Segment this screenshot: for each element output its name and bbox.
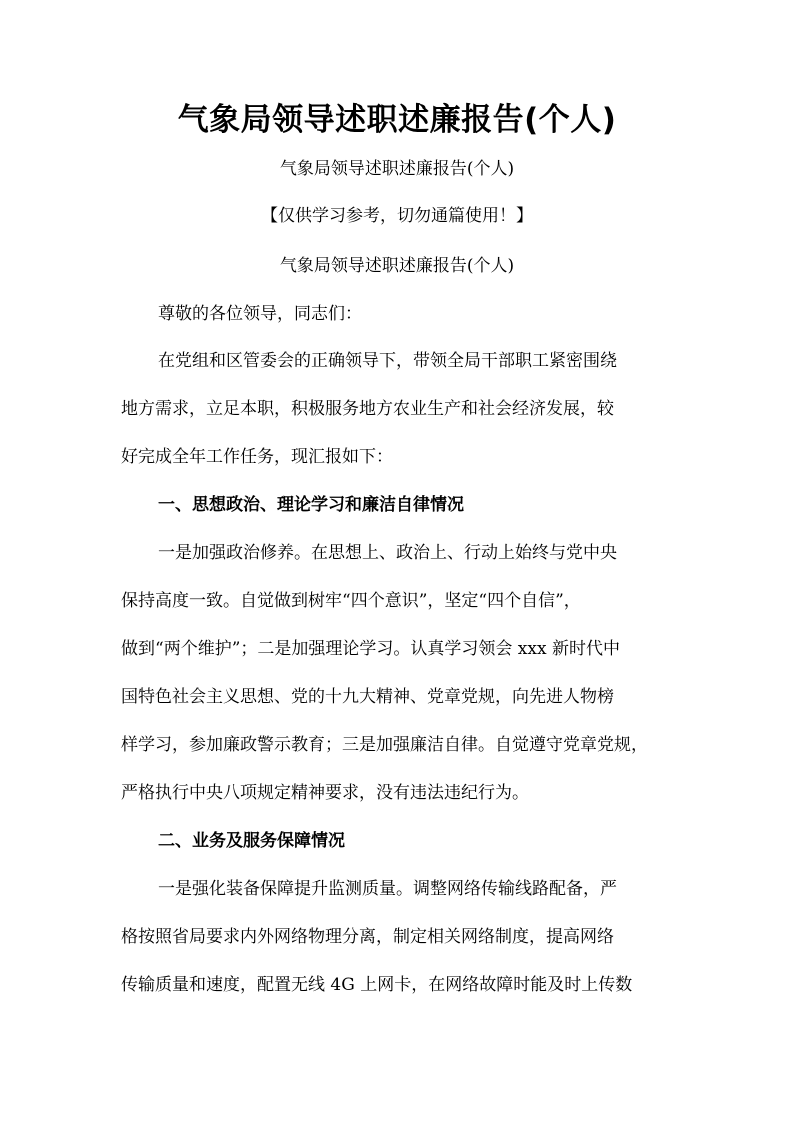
section-1-line: 样学习，参加廉政警示教育；三是加强廉洁自律。自觉遵守党章党规，	[121, 735, 648, 755]
document-title: 气象局领导述职述廉报告(个人)	[177, 102, 617, 138]
salutation: 尊敬的各位领导，同志们：	[158, 304, 362, 324]
section-2-line: 格按照省局要求内外网络物理分离，制定相关网络制度，提高网络	[121, 927, 614, 947]
section-2-line: 传输质量和速度，配置无线 4G 上网卡，在网络故障时能及时上传数	[121, 975, 633, 995]
section-1-line: 严格执行中央八项规定精神要求，没有违法违纪行为。	[121, 783, 529, 803]
document-subtitle: 气象局领导述职述廉报告(个人)	[279, 159, 515, 179]
intro-line: 在党组和区管委会的正确领导下，带领全局干部职工紧密围绕	[158, 351, 617, 371]
document-subtitle-repeat: 气象局领导述职述廉报告(个人)	[279, 256, 515, 276]
section-1-line: 一是加强政治修养。在思想上、政治上、行动上始终与党中央	[158, 543, 617, 563]
section-1-heading: 一、思想政治、理论学习和廉洁自律情况	[158, 495, 464, 515]
intro-line: 好完成全年工作任务，现汇报如下：	[121, 447, 393, 467]
section-2-heading: 二、业务及服务保障情况	[158, 831, 345, 851]
usage-notice: 【仅供学习参考，切勿通篇使用！】	[261, 206, 533, 226]
section-1-line: 保持高度一致。自觉做到树牢“四个意识”，坚定“四个自信”，	[121, 591, 581, 611]
section-1-line: 做到“两个维护”；二是加强理论学习。认真学习领会 xxx 新时代中	[121, 639, 620, 659]
intro-line: 地方需求，立足本职，积极服务地方农业生产和社会经济发展，较	[121, 399, 614, 419]
section-1-line: 国特色社会主义思想、党的十九大精神、党章党规，向先进人物榜	[121, 687, 614, 707]
section-2-line: 一是强化装备保障提升监测质量。调整网络传输线路配备，严	[158, 879, 617, 899]
